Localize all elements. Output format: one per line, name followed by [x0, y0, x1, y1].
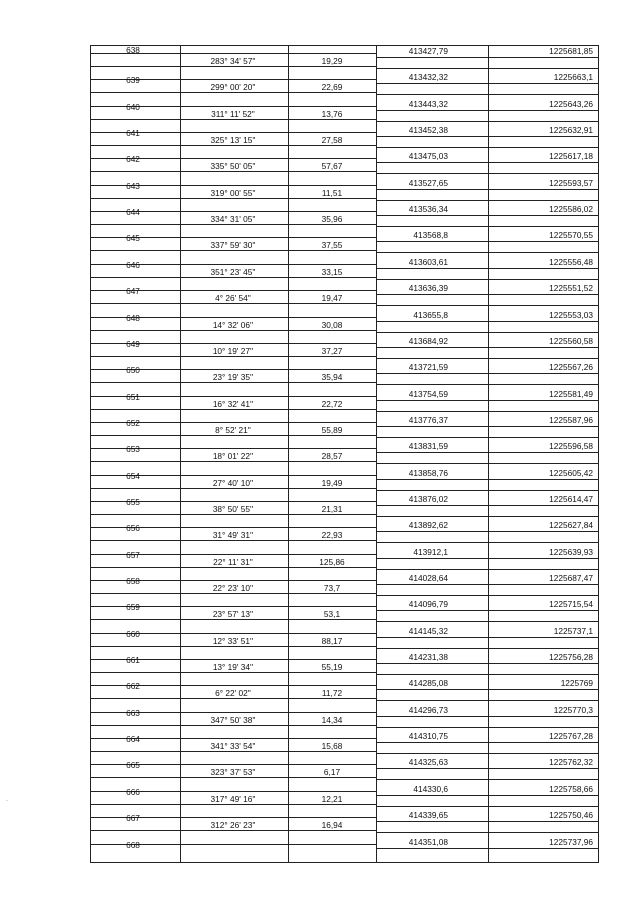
distance-cell: 11,51 — [321, 188, 343, 198]
x-coordinate-cell: 414351,08 — [408, 837, 448, 847]
point-number-cell: 644 — [126, 207, 140, 217]
point-number-cell: 653 — [126, 444, 140, 454]
point-number-cell: 651 — [126, 392, 140, 402]
row-rule — [376, 648, 599, 649]
row-rule — [376, 252, 599, 253]
row-rule — [376, 505, 599, 506]
row-rule — [376, 321, 599, 322]
column-rule — [598, 45, 599, 862]
row-rule — [376, 279, 599, 280]
row-rule — [376, 621, 599, 622]
y-coordinate-cell: 1225614,47 — [549, 494, 593, 504]
row-rule — [90, 514, 376, 515]
direction-angle-cell: 27° 40' 10'' — [212, 478, 254, 488]
y-coordinate-cell: 1225639,93 — [549, 547, 593, 557]
direction-angle-cell: 23° 19' 35'' — [212, 372, 254, 382]
point-number-cell: 661 — [126, 655, 140, 665]
row-rule — [90, 198, 376, 199]
row-rule — [376, 215, 599, 216]
distance-cell: 22,69 — [321, 82, 343, 92]
y-coordinate-cell: 1225663,1 — [553, 72, 593, 82]
row-rule — [376, 637, 599, 638]
y-coordinate-cell: 1225553,03 — [549, 310, 593, 320]
x-coordinate-cell: 414096,79 — [408, 599, 448, 609]
point-number-cell: 666 — [126, 787, 140, 797]
x-coordinate-cell: 413876,02 — [408, 494, 448, 504]
point-number-cell: 643 — [126, 181, 140, 191]
y-coordinate-cell: 1225593,57 — [549, 178, 593, 188]
row-rule — [376, 147, 599, 148]
direction-angle-cell: 31° 49' 31'' — [212, 530, 254, 540]
point-number-cell: 657 — [126, 550, 140, 560]
distance-cell: 35,96 — [321, 214, 343, 224]
point-number-cell: 658 — [126, 576, 140, 586]
y-coordinate-cell: 1225605,42 — [549, 468, 593, 478]
point-number-cell: 647 — [126, 286, 140, 296]
direction-angle-cell: 22° 23' 10'' — [212, 583, 254, 593]
y-coordinate-cell: 1225596,58 — [549, 441, 593, 451]
distance-cell: 88,17 — [321, 636, 343, 646]
distance-cell: 19,47 — [321, 293, 343, 303]
row-rule — [376, 189, 599, 190]
row-rule — [376, 83, 599, 84]
distance-cell: 55,19 — [321, 662, 343, 672]
row-rule — [376, 595, 599, 596]
row-rule — [90, 646, 376, 647]
row-rule — [376, 121, 599, 122]
direction-angle-cell: 323° 37' 53'' — [210, 767, 256, 777]
y-coordinate-cell: 1225560,58 — [549, 336, 593, 346]
x-coordinate-cell: 413568,8 — [413, 230, 448, 240]
row-rule — [90, 145, 376, 146]
row-rule — [376, 400, 599, 401]
row-rule — [90, 619, 376, 620]
point-number-cell: 654 — [126, 471, 140, 481]
distance-cell: 35,94 — [321, 372, 343, 382]
row-rule — [376, 332, 599, 333]
row-rule — [376, 479, 599, 480]
direction-angle-cell: 337° 59' 30'' — [210, 240, 256, 250]
y-coordinate-cell: 1225737,96 — [549, 837, 593, 847]
point-number-cell: 646 — [126, 260, 140, 270]
x-coordinate-cell: 414231,38 — [408, 652, 448, 662]
column-rule — [180, 45, 181, 862]
y-coordinate-cell: 1225687,47 — [549, 573, 593, 583]
column-rule — [90, 45, 91, 862]
y-coordinate-cell: 1225715,54 — [549, 599, 593, 609]
row-rule — [376, 542, 599, 543]
x-coordinate-cell: 414325,63 — [408, 757, 448, 767]
distance-cell: 14,34 — [321, 715, 343, 725]
row-rule — [376, 136, 599, 137]
y-coordinate-cell: 1225556,48 — [549, 257, 593, 267]
point-number-cell: 639 — [126, 75, 140, 85]
direction-angle-cell: 23° 57' 13'' — [212, 609, 254, 619]
row-rule — [90, 751, 376, 752]
direction-angle-cell: 319° 00' 55'' — [210, 188, 256, 198]
row-rule — [376, 110, 599, 111]
column-rule — [288, 45, 289, 862]
distance-cell: 13,76 — [321, 109, 343, 119]
margin-mark: · — [6, 798, 8, 804]
distance-cell: 19,49 — [321, 478, 343, 488]
x-coordinate-cell: 414339,65 — [408, 810, 448, 820]
y-coordinate-cell: 1225643,26 — [549, 99, 593, 109]
row-rule — [376, 848, 599, 849]
row-rule — [90, 277, 376, 278]
row-rule — [376, 373, 599, 374]
distance-cell: 28,57 — [321, 451, 343, 461]
row-rule — [376, 490, 599, 491]
row-rule — [376, 689, 599, 690]
point-number-cell: 642 — [126, 154, 140, 164]
row-rule — [376, 294, 599, 295]
x-coordinate-cell: 413475,03 — [408, 151, 448, 161]
direction-angle-cell: 312° 26' 23'' — [210, 820, 256, 830]
point-number-cell: 659 — [126, 602, 140, 612]
x-coordinate-cell: 413776,37 — [408, 415, 448, 425]
row-rule — [90, 250, 376, 251]
row-rule — [376, 742, 599, 743]
row-rule — [90, 92, 376, 93]
row-rule — [90, 461, 376, 462]
row-rule — [376, 437, 599, 438]
direction-angle-cell: 12° 33' 51'' — [212, 636, 254, 646]
point-number-cell: 664 — [126, 734, 140, 744]
direction-angle-cell: 38° 50' 55'' — [212, 504, 254, 514]
row-rule — [376, 531, 599, 532]
x-coordinate-cell: 414028,64 — [408, 573, 448, 583]
row-rule — [376, 753, 599, 754]
y-coordinate-cell: 1225756,28 — [549, 652, 593, 662]
x-coordinate-cell: 413912,1 — [413, 547, 448, 557]
direction-angle-cell: 18° 01' 22'' — [212, 451, 254, 461]
x-coordinate-cell: 413636,39 — [408, 283, 448, 293]
row-rule — [90, 382, 376, 383]
point-number-cell: 640 — [126, 102, 140, 112]
x-coordinate-cell: 414145,32 — [408, 626, 448, 636]
row-rule — [376, 426, 599, 427]
row-rule — [376, 516, 599, 517]
distance-cell: 53,1 — [323, 609, 341, 619]
row-rule — [90, 725, 376, 726]
distance-cell: 73,7 — [323, 583, 341, 593]
x-coordinate-cell: 414330,6 — [413, 784, 448, 794]
row-rule — [376, 241, 599, 242]
direction-angle-cell: 14° 32' 06'' — [212, 320, 254, 330]
x-coordinate-cell: 413432,32 — [408, 72, 448, 82]
row-rule — [376, 200, 599, 201]
row-rule — [376, 716, 599, 717]
distance-cell: 22,72 — [321, 399, 343, 409]
direction-angle-cell: 16° 32' 41'' — [212, 399, 254, 409]
x-coordinate-cell: 413655,8 — [413, 310, 448, 320]
row-rule — [90, 66, 376, 67]
row-rule — [376, 700, 599, 701]
row-rule — [90, 171, 376, 172]
point-number-cell: 648 — [126, 313, 140, 323]
y-coordinate-cell: 1225767,28 — [549, 731, 593, 741]
row-rule — [90, 224, 376, 225]
row-rule — [90, 777, 376, 778]
row-rule — [90, 698, 376, 699]
point-number-cell: 652 — [126, 418, 140, 428]
y-coordinate-cell: 1225586,02 — [549, 204, 593, 214]
x-coordinate-cell: 413443,32 — [408, 99, 448, 109]
y-coordinate-cell: 1225681,85 — [549, 46, 593, 56]
y-coordinate-cell: 1225750,46 — [549, 810, 593, 820]
row-rule — [376, 173, 599, 174]
y-coordinate-cell: 1225617,18 — [549, 151, 593, 161]
row-rule — [90, 830, 376, 831]
y-coordinate-cell: 1225587,96 — [549, 415, 593, 425]
distance-cell: 6,17 — [323, 767, 341, 777]
point-number-cell: 645 — [126, 233, 140, 243]
row-rule — [90, 409, 376, 410]
y-coordinate-cell: 1225627,84 — [549, 520, 593, 530]
row-rule — [376, 779, 599, 780]
x-coordinate-cell: 413536,34 — [408, 204, 448, 214]
row-rule — [90, 593, 376, 594]
direction-angle-cell: 317° 49' 16'' — [210, 794, 256, 804]
direction-angle-cell: 6° 22' 02'' — [215, 688, 251, 698]
row-rule — [90, 303, 376, 304]
x-coordinate-cell: 413721,59 — [408, 362, 448, 372]
row-rule — [376, 162, 599, 163]
x-coordinate-cell: 413427,79 — [408, 46, 448, 56]
row-rule — [376, 463, 599, 464]
row-rule — [376, 411, 599, 412]
distance-cell: 27,58 — [321, 135, 343, 145]
x-coordinate-cell: 413892,62 — [408, 520, 448, 530]
row-rule — [376, 268, 599, 269]
point-number-cell: 665 — [126, 760, 140, 770]
x-coordinate-cell: 413684,92 — [408, 336, 448, 346]
x-coordinate-cell: 414310,75 — [408, 731, 448, 741]
row-rule — [376, 305, 599, 306]
row-rule — [90, 356, 376, 357]
row-rule — [376, 674, 599, 675]
row-rule — [376, 94, 599, 95]
distance-cell: 16,94 — [321, 820, 343, 830]
column-rule — [488, 45, 489, 862]
direction-angle-cell: 311° 11' 52'' — [211, 109, 255, 119]
x-coordinate-cell: 413603,61 — [408, 257, 448, 267]
row-rule — [376, 68, 599, 69]
point-number-cell: 668 — [126, 840, 140, 850]
row-rule — [90, 435, 376, 436]
direction-angle-cell: 283° 34' 57'' — [210, 56, 256, 66]
point-number-cell: 655 — [126, 497, 140, 507]
row-rule — [376, 452, 599, 453]
row-rule — [376, 795, 599, 796]
row-rule — [376, 663, 599, 664]
distance-cell: 55,89 — [321, 425, 343, 435]
point-number-cell: 656 — [126, 523, 140, 533]
x-coordinate-cell: 413831,59 — [408, 441, 448, 451]
row-rule — [90, 119, 376, 120]
distance-cell: 33,15 — [321, 267, 343, 277]
direction-angle-cell: 325° 13' 15'' — [210, 135, 256, 145]
distance-cell: 21,31 — [321, 504, 343, 514]
direction-angle-cell: 334° 31' 05'' — [210, 214, 256, 224]
point-number-cell: 662 — [126, 681, 140, 691]
y-coordinate-cell: 1225737,1 — [553, 626, 593, 636]
row-rule — [376, 821, 599, 822]
row-rule — [376, 610, 599, 611]
distance-cell: 15,68 — [321, 741, 343, 751]
y-coordinate-cell: 1225570,55 — [549, 230, 593, 240]
row-rule — [90, 804, 376, 805]
direction-angle-cell: 8° 52' 21'' — [215, 425, 251, 435]
direction-angle-cell: 299° 00' 20'' — [210, 82, 256, 92]
direction-angle-cell: 341° 33' 54'' — [210, 741, 256, 751]
row-rule — [376, 832, 599, 833]
x-coordinate-cell: 413527,65 — [408, 178, 448, 188]
x-coordinate-cell: 414296,73 — [408, 705, 448, 715]
point-number-cell: 650 — [126, 365, 140, 375]
row-rule — [90, 672, 376, 673]
distance-cell: 37,55 — [321, 240, 343, 250]
x-coordinate-cell: 413452,38 — [408, 125, 448, 135]
y-coordinate-cell: 1225762,32 — [549, 757, 593, 767]
point-number-cell: 641 — [126, 128, 140, 138]
direction-angle-cell: 22° 11' 31'' — [213, 557, 253, 567]
point-number-cell: 649 — [126, 339, 140, 349]
distance-cell: 19,29 — [321, 56, 343, 66]
direction-angle-cell: 335° 50' 05'' — [210, 161, 256, 171]
row-rule — [376, 806, 599, 807]
row-rule — [376, 226, 599, 227]
row-rule — [376, 569, 599, 570]
distance-cell: 30,08 — [321, 320, 343, 330]
direction-angle-cell: 4° 26' 54'' — [215, 293, 251, 303]
row-rule — [90, 330, 376, 331]
direction-angle-cell: 10° 19' 27'' — [212, 346, 254, 356]
distance-cell: 12,21 — [321, 794, 343, 804]
distance-cell: 22,93 — [321, 530, 343, 540]
point-number-cell: 667 — [126, 813, 140, 823]
x-coordinate-cell: 413754,59 — [408, 389, 448, 399]
y-coordinate-cell: 1225551,52 — [549, 283, 593, 293]
direction-angle-cell: 351° 23' 45'' — [210, 267, 256, 277]
y-coordinate-cell: 1225581,49 — [549, 389, 593, 399]
row-rule — [376, 727, 599, 728]
row-rule — [376, 347, 599, 348]
distance-cell: 11,72 — [321, 688, 343, 698]
row-rule — [90, 540, 376, 541]
direction-angle-cell: 13° 19' 34'' — [212, 662, 254, 672]
y-coordinate-cell: 1225769 — [560, 678, 593, 688]
distance-cell: 37,27 — [321, 346, 343, 356]
point-number-cell: 660 — [126, 629, 140, 639]
y-coordinate-cell: 1225567,26 — [549, 362, 593, 372]
row-rule — [90, 567, 376, 568]
point-number-cell: 663 — [126, 708, 140, 718]
table-border-bottom — [90, 862, 599, 863]
x-coordinate-cell: 413858,76 — [408, 468, 448, 478]
y-coordinate-cell: 1225758,66 — [549, 784, 593, 794]
distance-cell: 125,86 — [319, 557, 345, 567]
row-rule — [90, 488, 376, 489]
y-coordinate-cell: 1225770,3 — [553, 705, 593, 715]
row-rule — [376, 57, 599, 58]
point-number-cell: 638 — [126, 45, 140, 55]
row-rule — [376, 358, 599, 359]
row-rule — [376, 558, 599, 559]
x-coordinate-cell: 414285,08 — [408, 678, 448, 688]
row-rule — [376, 584, 599, 585]
row-rule — [376, 384, 599, 385]
direction-angle-cell: 347° 50' 38'' — [210, 715, 256, 725]
row-rule — [376, 768, 599, 769]
column-rule — [376, 45, 377, 862]
distance-cell: 57,67 — [321, 161, 343, 171]
y-coordinate-cell: 1225632,91 — [549, 125, 593, 135]
